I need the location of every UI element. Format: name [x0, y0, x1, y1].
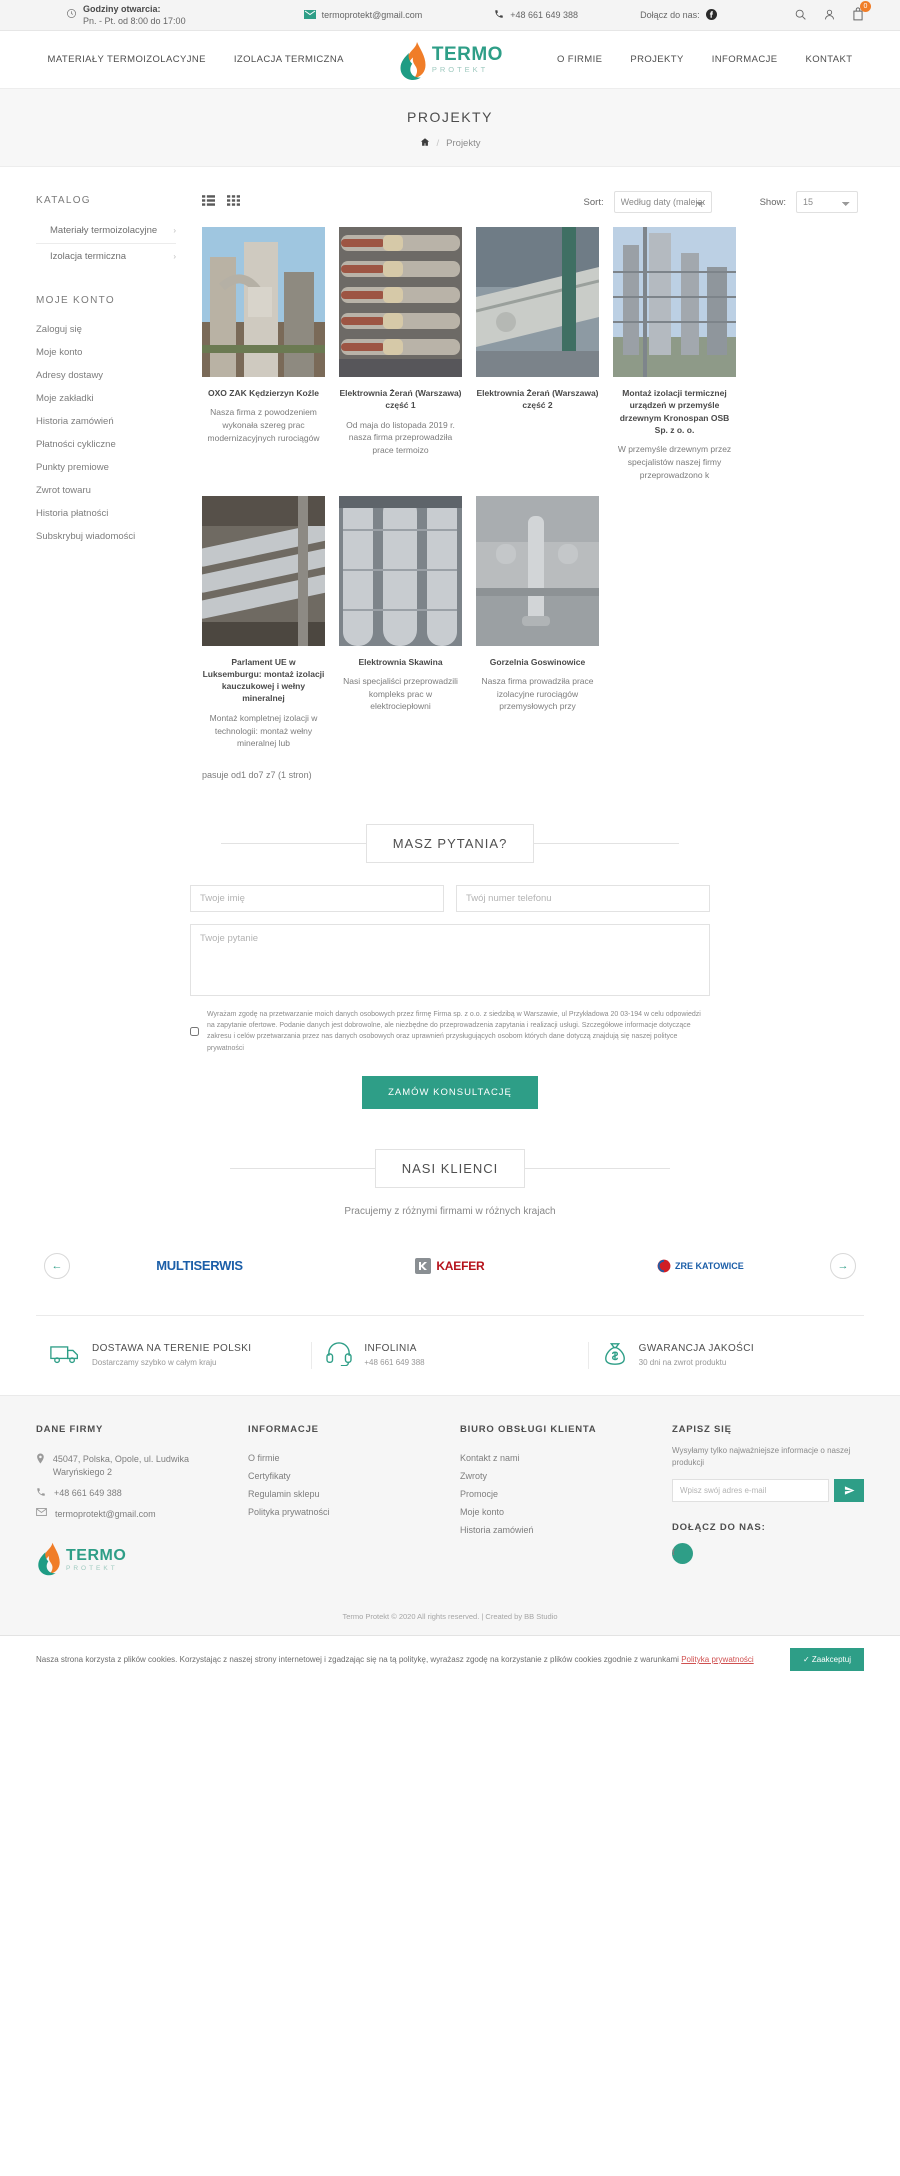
product-description: W przemyśle drzewnym przez specjalistów naszej firmy przeprowadzono k — [617, 444, 732, 480]
product-title: Gorzelnia Goswinowice — [489, 656, 586, 667]
cookie-message: Nasza strona korzysta z plików cookies. Korzystając z naszej strony internetowej i zgadzając się na tą politykę, wyrażasz zgodę na korzystanie z plików cookies zgodnie z warunkami — [36, 1654, 679, 1664]
cookie-banner — [0, 1635, 900, 1683]
sidebar-item-zwrot[interactable]: Zwrot towaru — [36, 485, 91, 496]
contact-section — [0, 780, 900, 1109]
page-body — [0, 167, 900, 780]
newsletter-email-input[interactable] — [672, 1479, 829, 1502]
sidebar-item-izolacja[interactable] — [36, 244, 176, 269]
user-account-icon[interactable] — [823, 8, 836, 23]
footer-company — [36, 1424, 228, 1580]
nav-item-projekty[interactable]: PROJEKTY — [630, 54, 684, 65]
clock-icon — [66, 8, 77, 22]
opening-hours — [66, 3, 186, 27]
sidebar-item-zakladki[interactable]: Moje zakładki — [36, 393, 94, 404]
name-input[interactable] — [190, 885, 444, 912]
footer-service-title: BIURO OBSŁUGI KLIENTA — [460, 1423, 597, 1435]
newsletter-form — [672, 1479, 864, 1502]
sort-select[interactable] — [614, 191, 712, 213]
sidebar-item-zaloguj[interactable]: Zaloguj się — [36, 324, 82, 335]
newsletter-title: ZAPISZ SIĘ — [672, 1423, 732, 1435]
footer-link-promocje[interactable]: Promocje — [460, 1488, 499, 1499]
footer-logo-sub: PROTEKT — [66, 1565, 118, 1573]
site-footer — [0, 1395, 900, 1602]
grid-view-icon[interactable] — [227, 195, 240, 209]
list-view-icon[interactable] — [202, 195, 215, 209]
feature-title: DOSTAWA NA TERENIE POLSKI — [92, 1343, 252, 1355]
facebook-icon[interactable]: f — [672, 1543, 693, 1564]
feature-warranty — [588, 1342, 864, 1369]
contact-heading-wrap — [36, 824, 864, 863]
product-image-zeran-2[interactable] — [476, 227, 599, 377]
feature-subtitle: 30 dni na zwrot produktu — [638, 1358, 727, 1368]
feature-subtitle: Dostarczamy szybko w całym kraju — [92, 1358, 217, 1368]
footer-address-row — [36, 1449, 228, 1483]
footer-logo[interactable] — [36, 1541, 228, 1580]
product-grid — [202, 227, 864, 750]
truck-icon — [50, 1343, 80, 1368]
facebook-icon[interactable] — [706, 9, 717, 22]
consent-checkbox[interactable] — [190, 1027, 199, 1036]
map-pin-icon — [36, 1453, 45, 1464]
envelope-icon — [304, 10, 316, 21]
product-title: Parlament UE w Luksemburgu: montaż izolacji kauczukowej i wełny mineralnej — [202, 656, 325, 704]
logo-main-text: TERMO — [431, 44, 503, 66]
sidebar-item-label: Izolacja termiczna — [50, 251, 127, 262]
nav-item-izolacja[interactable]: IZOLACJA TERMICZNA — [233, 54, 344, 65]
client-logo-kaefer — [415, 1258, 484, 1274]
sidebar — [36, 191, 188, 780]
product-image-oxo-zak[interactable] — [202, 227, 325, 377]
footer-logo-wordmark — [66, 1548, 126, 1573]
flame-logo-icon — [398, 40, 428, 80]
show-select[interactable] — [796, 191, 858, 213]
features-bar — [36, 1315, 864, 1395]
cart-icon[interactable] — [852, 3, 868, 23]
clients-heading-wrap — [36, 1149, 864, 1188]
phone-icon — [36, 1487, 46, 1497]
opening-hours-value: Pn. - Pt. od 8:00 do 17:00 — [83, 16, 186, 26]
carousel-prev-icon[interactable]: ← — [44, 1253, 70, 1279]
footer-link-regulamin[interactable]: Regulamin sklepu — [248, 1488, 320, 1499]
nav-item-materialy[interactable]: MATERIAŁY TERMOIZOLACYJNE — [47, 54, 206, 65]
footer-address: 45047, Polska, Opole, ul. Ludwika Waryńskiego 2 — [52, 1453, 189, 1477]
feature-subtitle: +48 661 649 388 — [364, 1358, 425, 1368]
headset-icon — [326, 1342, 352, 1369]
kaefer-mark-icon — [415, 1258, 431, 1274]
breadcrumb-separator: / — [436, 138, 440, 149]
product-title: OXO ZAK Kędzierzyn Koźle — [208, 388, 319, 398]
submit-button[interactable]: ZAMÓW KONSULTACJĘ — [362, 1076, 538, 1109]
clients-section — [0, 1109, 900, 1279]
client-logo-zre — [657, 1259, 744, 1273]
sidebar-item-moje-konto[interactable]: Moje konto — [36, 347, 83, 358]
product-listing — [188, 191, 864, 780]
divider-left — [221, 843, 366, 844]
sidebar-item-materialy[interactable] — [36, 218, 176, 244]
footer-link-historia[interactable]: Historia zamówień — [460, 1524, 534, 1535]
phone-link[interactable] — [494, 9, 578, 21]
sidebar-item-historia-platnosci[interactable]: Historia płatności — [36, 508, 109, 519]
product-image-zeran-1[interactable] — [339, 227, 462, 377]
footer-link-moje-konto[interactable]: Moje konto — [460, 1506, 505, 1517]
divider-left — [230, 1168, 375, 1169]
breadcrumb — [0, 137, 900, 150]
main-navigation — [34, 40, 867, 80]
product-image-skawina[interactable] — [339, 496, 462, 646]
phone-text: +48 661 649 388 — [510, 10, 579, 20]
nav-item-kontakt[interactable]: KONTAKT — [805, 54, 853, 65]
pagination-info: pasuje od1 do7 z7 (1 stron) — [202, 770, 312, 780]
product-description: Nasi specjaliści przeprowadzili kompleks prac w elektrociepłowni — [343, 675, 458, 712]
main-header — [0, 31, 900, 88]
money-bag-icon — [603, 1342, 627, 1369]
contact-heading: MASZ PYTANIA? — [366, 824, 535, 863]
product-title: Elektrownia Żerań (Warszawa) część 1 — [339, 388, 462, 411]
contact-form — [190, 885, 710, 1109]
product-description: Montaż kompletnej izolacji w technologii: montaż wełny mineralnej lub — [209, 712, 318, 749]
footer-service — [460, 1424, 652, 1580]
contact-form-row — [190, 885, 710, 912]
page-title: PROJEKTY — [407, 109, 493, 125]
product-card[interactable] — [202, 496, 325, 751]
page-header — [0, 88, 900, 167]
clients-subtitle: Pracujemy z różnymi firmami w różnych krajach — [344, 1205, 556, 1217]
footer-link-certyfikaty[interactable]: Certyfikaty — [248, 1470, 291, 1481]
client-logo-text: KAEFER — [436, 1258, 485, 1273]
cart-count-badge: 0 — [860, 1, 871, 12]
sidebar-item-platnosci[interactable]: Płatności cykliczne — [36, 439, 116, 450]
top-bar — [0, 0, 900, 31]
copyright-text: Termo Protekt © 2020 All rights reserved. | Created by BB Studio — [0, 1602, 900, 1635]
product-image-gorzelnia[interactable] — [476, 496, 599, 646]
sort-label: Sort: — [583, 196, 604, 208]
nav-item-informacje[interactable]: INFORMACJE — [711, 54, 778, 65]
newsletter-submit-button[interactable] — [834, 1479, 864, 1502]
cookie-accept-button[interactable]: ✓ Zaakceptuj — [790, 1648, 864, 1671]
sidebar-item-punkty[interactable]: Punkty premiowe — [36, 462, 109, 473]
email-text: termoprotekt@gmail.com — [321, 10, 423, 20]
zre-mark-icon — [657, 1259, 671, 1273]
view-switcher — [202, 195, 240, 209]
listing-controls — [584, 191, 864, 213]
sidebar-item-adresy[interactable]: Adresy dostawy — [36, 370, 104, 381]
sidebar-item-subskrybuj[interactable]: Subskrybuj wiadomości — [36, 531, 136, 542]
email-link[interactable] — [304, 10, 423, 21]
sidebar-catalog-title: KATALOG — [36, 195, 91, 206]
footer-phone-row[interactable] — [36, 1483, 228, 1504]
cookie-text — [36, 1655, 754, 1664]
footer-link-o-firmie[interactable]: O firmie — [248, 1452, 280, 1463]
newsletter-text: Wysyłamy tylko najważniejsze informacje o naszej produkcji — [672, 1445, 851, 1467]
breadcrumb-home-icon[interactable] — [420, 137, 430, 150]
divider-right — [525, 1168, 670, 1169]
feature-title: GWARANCJA JAKOŚCI — [638, 1343, 754, 1355]
social-follow — [640, 9, 717, 22]
divider-right — [534, 843, 679, 844]
feature-delivery — [36, 1343, 311, 1368]
footer-company-title: DANE FIRMY — [36, 1423, 104, 1435]
product-card[interactable] — [202, 227, 325, 482]
product-image-parlament-ue[interactable] — [202, 496, 325, 646]
footer-phone: +48 661 649 388 — [54, 1487, 122, 1498]
product-title: Elektrownia Żerań (Warszawa) część 2 — [476, 388, 599, 411]
join-title: DOŁĄCZ DO NAS: — [672, 1521, 766, 1533]
site-logo[interactable] — [384, 40, 517, 80]
product-description: Nasza firma prowadziła prace izolacyjne rurociągów przemysłowych przy — [481, 675, 594, 712]
footer-logo-main: TERMO — [66, 1547, 127, 1565]
footer-link-kontakt[interactable]: Kontakt z nami — [460, 1452, 520, 1463]
product-image-kronospan[interactable] — [613, 227, 736, 377]
question-textarea[interactable] — [190, 924, 710, 996]
product-description: Od maja do listopada 2019 r. nasza firma przeprowadziła prace termoizo — [346, 419, 455, 456]
sidebar-categories — [36, 218, 176, 269]
send-icon — [844, 1485, 855, 1496]
client-logo-text: ZRE KATOWICE — [675, 1260, 744, 1271]
show-label: Show: — [759, 196, 786, 208]
feature-hotline — [311, 1342, 587, 1369]
nav-item-o-firmie[interactable]: O FIRMIE — [556, 54, 603, 65]
social-label: Dołącz do nas: — [640, 10, 700, 20]
phone-icon — [494, 9, 504, 21]
footer-email-row[interactable] — [36, 1504, 228, 1525]
feature-title: INFOLINIA — [364, 1343, 417, 1355]
footer-email: termoprotekt@gmail.com — [55, 1508, 156, 1519]
clients-carousel — [36, 1253, 864, 1279]
product-title: Elektrownia Skawina — [358, 656, 443, 667]
footer-link-zwroty[interactable]: Zwroty — [460, 1470, 487, 1481]
product-card[interactable] — [476, 496, 599, 751]
footer-info — [248, 1424, 440, 1580]
footer-info-title: INFORMACJE — [248, 1423, 319, 1435]
client-logo-multiserwis — [156, 1258, 243, 1273]
footer-link-polityka[interactable]: Polityka prywatności — [248, 1506, 330, 1517]
sidebar-item-historia-zamowien[interactable]: Historia zamówień — [36, 416, 114, 427]
carousel-next-icon[interactable]: → — [830, 1253, 856, 1279]
product-card[interactable] — [476, 227, 599, 482]
client-logos — [70, 1258, 830, 1274]
search-icon[interactable] — [794, 8, 807, 23]
logo-wordmark — [432, 45, 503, 74]
footer-newsletter — [672, 1424, 864, 1580]
product-card[interactable] — [339, 496, 462, 751]
product-card[interactable] — [613, 227, 736, 482]
cookie-policy-link[interactable]: Polityka prywatności — [681, 1654, 754, 1664]
submit-row — [190, 1076, 710, 1109]
breadcrumb-current: Projekty — [446, 138, 481, 149]
flame-logo-icon — [36, 1541, 62, 1580]
consent-text: Wyrażam zgodę na przetwarzanie moich danych osobowych przez firmę Firma sp. z o.o. z siedzibą w Warszawie, ul Przykładowa 20 03-194 w celu odpowiedzi na zapytanie ofertowe. Podanie danych jest dobrowolne, ale niezbędne do przeprowadzenia zapytania i realizacji usługi. Szczegółowe informacje dotyczące zakresu i celów przetwarzania przez nas danych osobowych oraz uprawnień przysługujących osobom których dane dotyczą znajdują się naszej polityce prywatności — [207, 1011, 701, 1052]
opening-hours-label: Godziny otwarcia: — [83, 3, 161, 14]
chevron-right-icon: › — [173, 252, 176, 261]
chevron-right-icon: › — [173, 226, 176, 235]
sidebar-item-label: Materiały termoizolacyjne — [50, 225, 158, 236]
topbar-actions — [794, 3, 868, 23]
product-title: Montaż izolacji termicznej urządzeń w przemyśle drzewnym Kronospan OSB Sp. z o. o. — [619, 388, 730, 435]
phone-input[interactable] — [456, 885, 710, 912]
product-description: Nasza firma z powodzeniem wykonała szereg prac modernizacyjnych rurociągów — [207, 407, 320, 443]
envelope-icon — [36, 1508, 47, 1516]
consent-row — [190, 1009, 710, 1054]
product-card[interactable] — [339, 227, 462, 482]
logo-sub-text: PROTEKT — [431, 65, 489, 75]
client-logo-text: MULTISERWIS — [156, 1258, 243, 1274]
clients-heading: NASI KLIENCI — [375, 1149, 526, 1188]
listing-toolbar — [202, 191, 864, 213]
sidebar-account-title: MOJE KONTO — [36, 295, 115, 306]
sidebar-account-links — [36, 318, 176, 548]
